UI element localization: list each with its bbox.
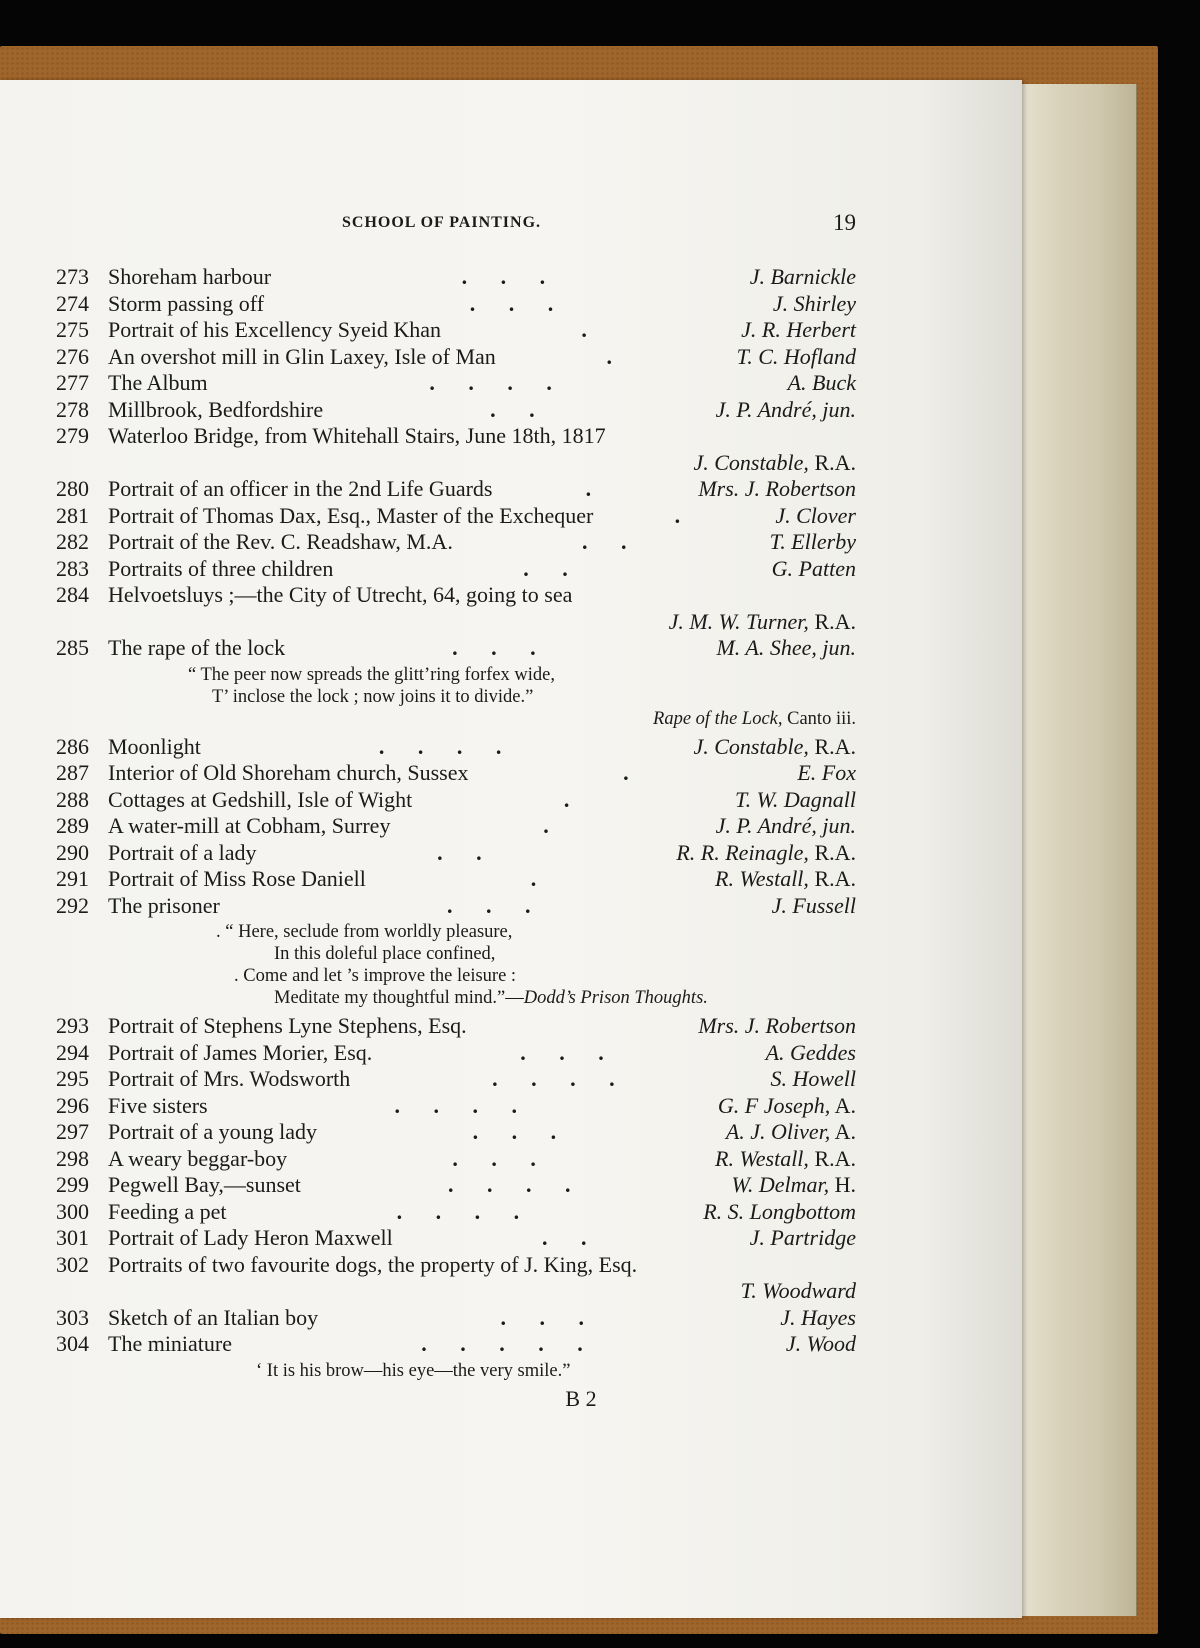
catalogue-entry bbox=[56, 1040, 856, 1067]
entry-artist: J. P. André, jun. bbox=[715, 396, 856, 422]
entry-number: 274 bbox=[56, 290, 89, 316]
dot-leader: . bbox=[606, 343, 626, 369]
entry-artist: G. Patten bbox=[771, 555, 856, 581]
dot-leader: . . . bbox=[520, 1039, 618, 1065]
entry-title: Portrait of the Rev. C. Readshaw, M.A. bbox=[108, 529, 453, 554]
entry-number: 279 bbox=[56, 423, 89, 448]
entry-number: 294 bbox=[56, 1039, 89, 1065]
entry-artist: J. Hayes bbox=[780, 1304, 856, 1330]
catalogue-entry bbox=[56, 734, 856, 761]
quote-source-title: Rape of the Lock, bbox=[653, 708, 783, 729]
entry-number: 278 bbox=[56, 396, 89, 422]
page-number: 19 bbox=[833, 210, 856, 235]
artist-rank: A. bbox=[830, 1092, 856, 1118]
entry-title: Portrait of his Excellency Syeid Khan bbox=[108, 317, 441, 342]
page-text bbox=[56, 210, 856, 1412]
entry-artist: Mrs. J. Robertson bbox=[698, 476, 856, 501]
entry-title: Pegwell Bay,—sunset bbox=[108, 1172, 301, 1197]
dot-leader: . bbox=[623, 760, 643, 785]
catalogue-entry bbox=[56, 291, 856, 318]
entry-artist: J. Clover bbox=[775, 502, 856, 528]
quote-line: “ The peer now spreads the glitt’ring forfex wide, bbox=[188, 664, 555, 685]
dot-leader: . . . bbox=[461, 264, 560, 289]
catalogue-entries bbox=[56, 264, 856, 1382]
entry-artist: T. W. Dagnall bbox=[734, 786, 856, 812]
entry-title: The Album bbox=[108, 370, 208, 395]
entry-number: 298 bbox=[56, 1145, 89, 1171]
catalogue-entry bbox=[56, 1252, 856, 1279]
entry-number: 302 bbox=[56, 1251, 89, 1277]
dot-leader: . bbox=[530, 866, 551, 891]
catalogue-entry bbox=[56, 760, 856, 787]
entry-artist: W. Delmar, H. bbox=[731, 1172, 856, 1197]
artist-rank: H. bbox=[829, 1172, 856, 1197]
entry-artist: J. Shirley bbox=[772, 290, 856, 316]
artist-rank: R.A. bbox=[808, 733, 856, 759]
entry-artist: E. Fox bbox=[797, 760, 856, 785]
dot-leader: . . . bbox=[446, 892, 545, 918]
entry-title: Portrait of Stephens Lyne Stephens, Esq. bbox=[108, 1013, 467, 1038]
catalogue-entry bbox=[56, 1066, 856, 1093]
quote-line: T’ inclose the lock ; now joins it to divide.” bbox=[212, 686, 534, 707]
entry-title: The prisoner bbox=[108, 892, 220, 918]
catalogue-entry bbox=[56, 893, 856, 920]
catalogue-entry bbox=[56, 840, 856, 867]
entry-number: 295 bbox=[56, 1066, 89, 1091]
entry-title: Helvoetsluys ;—the City of Utrecht, 64, going to sea bbox=[108, 582, 573, 607]
entry-artist: J. Constable, R.A. bbox=[693, 733, 856, 759]
dot-leader: . . . . bbox=[492, 1066, 629, 1091]
catalogue-entry bbox=[56, 1199, 856, 1226]
verse-quotation bbox=[56, 921, 856, 1009]
entry-number: 299 bbox=[56, 1172, 89, 1197]
artist-rank: R.A. bbox=[808, 608, 856, 634]
entry-number: 283 bbox=[56, 555, 89, 581]
dot-leader: . . . . bbox=[429, 370, 566, 395]
page-header bbox=[56, 210, 856, 252]
catalogue-entry bbox=[56, 476, 856, 503]
entry-artist: J. Barnickle bbox=[749, 264, 856, 289]
dot-leader: . bbox=[581, 317, 601, 342]
catalogue-entry bbox=[56, 582, 856, 609]
entry-title: Sketch of an Italian boy bbox=[108, 1304, 319, 1330]
catalogue-entry bbox=[56, 813, 856, 840]
catalogue-entry bbox=[56, 503, 856, 530]
page-edges bbox=[1018, 84, 1137, 1616]
entry-title: The miniature bbox=[108, 1331, 233, 1356]
signature-mark: B 2 bbox=[565, 1385, 597, 1411]
entry-title: Feeding a pet bbox=[108, 1198, 227, 1224]
entry-number: 286 bbox=[56, 733, 89, 759]
entry-number: 285 bbox=[56, 635, 89, 660]
entry-number: 297 bbox=[56, 1119, 89, 1144]
catalogue-entry bbox=[56, 787, 856, 814]
entry-title: Portrait of a young lady bbox=[108, 1119, 317, 1144]
entry-title: Portraits of two favourite dogs, the property of J. King, Esq. bbox=[108, 1251, 638, 1277]
entry-artist: M. A. Shee, jun. bbox=[716, 635, 856, 660]
catalogue-entry bbox=[56, 1119, 856, 1146]
entry-artist: A. Geddes bbox=[765, 1039, 856, 1065]
entry-artist: T. C. Hofland bbox=[736, 343, 856, 369]
entry-number: 301 bbox=[56, 1225, 89, 1250]
catalogue-entry bbox=[56, 1172, 856, 1199]
dot-leader: . . . bbox=[472, 1119, 571, 1144]
entry-artist: J. Constable, R.A. bbox=[693, 449, 856, 475]
entry-title: A weary beggar-boy bbox=[108, 1145, 288, 1171]
entry-artist: T. Ellerby bbox=[769, 529, 856, 554]
entry-title: Shoreham harbour bbox=[108, 264, 272, 289]
entry-artist: J. Fussell bbox=[771, 892, 856, 918]
dot-leader: . bbox=[543, 813, 563, 838]
catalogue-entry bbox=[56, 1093, 856, 1120]
entry-artist: T. Woodward bbox=[740, 1278, 856, 1303]
entry-title: Cottages at Gedshill, Isle of Wight bbox=[108, 786, 413, 812]
entry-number: 304 bbox=[56, 1331, 89, 1356]
catalogue-entry bbox=[56, 529, 856, 556]
entry-artist: A. Buck bbox=[787, 370, 856, 395]
entry-artist: R. R. Reinagle, R.A. bbox=[676, 839, 856, 865]
entry-number: 296 bbox=[56, 1092, 89, 1118]
catalogue-entry bbox=[56, 370, 856, 397]
entry-number: 287 bbox=[56, 760, 89, 785]
quote-source: Dodd’s Prison Thoughts. bbox=[523, 988, 708, 1008]
verse-quotation bbox=[56, 664, 856, 730]
catalogue-entry bbox=[56, 344, 856, 371]
verse-quotation bbox=[56, 1360, 856, 1382]
running-head: SCHOOL OF PAINTING. bbox=[342, 214, 542, 231]
entry-artist: J. Partridge bbox=[749, 1225, 856, 1250]
entry-artist: R. Westall, R.A. bbox=[715, 866, 856, 891]
artist-rank: R.A. bbox=[808, 449, 856, 475]
entry-number: 275 bbox=[56, 317, 89, 342]
artist-rank: A. bbox=[830, 1119, 856, 1144]
dot-leader: . bbox=[585, 476, 606, 501]
entry-number: 288 bbox=[56, 786, 89, 812]
dot-leader: . . bbox=[490, 396, 549, 422]
dot-leader: . bbox=[674, 502, 695, 528]
catalogue-entry bbox=[56, 1013, 856, 1040]
entry-number: 276 bbox=[56, 343, 89, 369]
entry-number: 281 bbox=[56, 502, 89, 528]
entry-number: 289 bbox=[56, 813, 89, 838]
entry-title: Portrait of an officer in the 2nd Life Guards bbox=[108, 476, 493, 501]
catalogue-entry bbox=[56, 317, 856, 344]
entry-number: 291 bbox=[56, 866, 89, 891]
dot-leader: . . . . . bbox=[421, 1331, 597, 1356]
dot-leader: . . . . bbox=[396, 1198, 534, 1224]
dot-leader bbox=[467, 1013, 699, 1040]
entry-number: 292 bbox=[56, 892, 89, 918]
dot-leader: . . . bbox=[469, 290, 568, 316]
entry-title: An overshot mill in Glin Laxey, Isle of Man bbox=[108, 343, 496, 369]
quote-line: ‘ It is his brow—his eye—the very smile.” bbox=[256, 1360, 571, 1381]
entry-artist: J. Wood bbox=[785, 1331, 856, 1356]
dot-leader: . . . bbox=[452, 1145, 550, 1171]
dot-leader: . . bbox=[581, 529, 641, 554]
catalogue-entry bbox=[56, 556, 856, 583]
catalogue-entry bbox=[56, 397, 856, 424]
entry-title: Five sisters bbox=[108, 1092, 208, 1118]
quote-line: . Come and let ’s improve the leisure : bbox=[234, 966, 517, 986]
entry-number: 293 bbox=[56, 1013, 89, 1038]
entry-artist: Mrs. J. Robertson bbox=[698, 1013, 856, 1038]
entry-title: Portrait of a lady bbox=[108, 839, 257, 865]
catalogue-entry bbox=[56, 1225, 856, 1252]
catalogue-entry bbox=[56, 635, 856, 662]
artist-rank: R.A. bbox=[808, 866, 856, 891]
entry-number: 290 bbox=[56, 839, 89, 865]
dot-leader: . . bbox=[523, 555, 582, 581]
entry-number: 284 bbox=[56, 582, 89, 607]
dot-leader: . . . bbox=[500, 1304, 598, 1330]
entry-artist: R. Westall, R.A. bbox=[715, 1145, 856, 1171]
entry-title: Portrait of Mrs. Wodsworth bbox=[108, 1066, 351, 1091]
quote-source-canto: Canto iii. bbox=[782, 708, 856, 729]
quote-line: Meditate my thoughtful mind.”—Dodd’s Prison Thoughts. bbox=[274, 988, 708, 1008]
entry-artist: S. Howell bbox=[770, 1066, 856, 1091]
entry-title: Portraits of three children bbox=[108, 555, 334, 581]
entry-artist: R. S. Longbottom bbox=[703, 1198, 856, 1224]
entry-artist: J. P. André, jun. bbox=[715, 813, 856, 838]
entry-number: 280 bbox=[56, 476, 89, 501]
entry-number: 303 bbox=[56, 1304, 89, 1330]
dot-leader: . . . . bbox=[447, 1172, 585, 1197]
dot-leader: . . . . bbox=[378, 733, 516, 759]
entry-title: Storm passing off bbox=[108, 290, 265, 316]
entry-title: Portrait of Thomas Dax, Esq., Master of the Exchequer bbox=[108, 502, 594, 528]
dot-leader: . . bbox=[437, 839, 496, 865]
entry-number: 277 bbox=[56, 370, 89, 395]
entry-artist: J. R. Herbert bbox=[741, 317, 856, 342]
entry-title: Portrait of Lady Heron Maxwell bbox=[108, 1225, 393, 1250]
dot-leader: . . . . bbox=[394, 1092, 531, 1118]
entry-title: Interior of Old Shoreham church, Sussex bbox=[108, 760, 469, 785]
entry-number: 282 bbox=[56, 529, 89, 554]
catalogue-entry bbox=[56, 1331, 856, 1358]
dot-leader: . . . bbox=[452, 635, 550, 660]
entry-title: Waterloo Bridge, from Whitehall Stairs, June 18th, 1817 bbox=[108, 423, 606, 448]
entry-number: 273 bbox=[56, 264, 89, 289]
quote-line: . “ Here, seclude from worldly pleasure, bbox=[216, 922, 513, 942]
quote-attribution bbox=[56, 708, 856, 730]
entry-title: Millbrook, Bedfordshire bbox=[108, 396, 324, 422]
entry-artist: J. M. W. Turner, R.A. bbox=[668, 608, 856, 634]
entry-title: Portrait of Miss Rose Daniell bbox=[108, 866, 366, 891]
catalogue-entry bbox=[56, 866, 856, 893]
entry-title: A water-mill at Cobham, Surrey bbox=[108, 813, 391, 838]
entry-number: 300 bbox=[56, 1198, 89, 1224]
quote-line: In this doleful place confined, bbox=[274, 944, 496, 964]
catalogue-entry bbox=[56, 1146, 856, 1173]
entry-title: The rape of the lock bbox=[108, 635, 286, 660]
dot-leader: . . bbox=[541, 1225, 601, 1250]
artist-rank: R.A. bbox=[808, 839, 856, 865]
entry-artist: A. J. Oliver, A. bbox=[725, 1119, 856, 1144]
catalogue-entry bbox=[56, 423, 856, 450]
dot-leader: . bbox=[563, 786, 584, 812]
entry-title: Moonlight bbox=[108, 733, 201, 759]
catalogue-entry bbox=[56, 1305, 856, 1332]
entry-artist: G. F Joseph, A. bbox=[717, 1092, 856, 1118]
artist-rank: R.A. bbox=[808, 1145, 856, 1171]
entry-title: Portrait of James Morier, Esq. bbox=[108, 1039, 373, 1065]
catalogue-entry bbox=[56, 264, 856, 291]
